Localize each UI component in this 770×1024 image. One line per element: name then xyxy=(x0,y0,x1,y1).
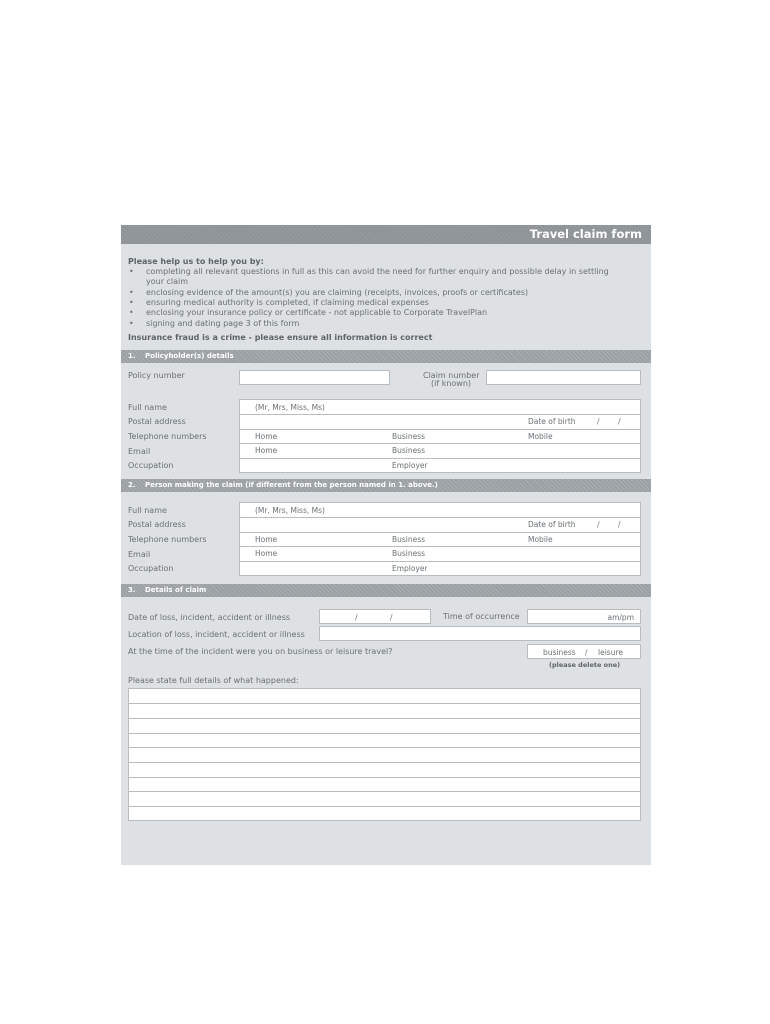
bullet-item: enclosing evidence of the amount(s) you are claiming (receipts, invoices, proofs or certificates) xyxy=(146,288,529,297)
dob-separator: / xyxy=(618,520,621,529)
policy-number-label: Policy number xyxy=(128,371,185,380)
section-number: 1. xyxy=(128,352,136,360)
business-phone-label: Business xyxy=(392,535,426,544)
delete-note: (please delete one) xyxy=(549,661,621,669)
option-separator: / xyxy=(585,648,588,657)
details-label: Please state full details of what happened: xyxy=(128,676,299,685)
home-phone-label: Home xyxy=(255,432,278,441)
postal-address-label: Postal address xyxy=(128,417,186,426)
form-title: Travel claim form xyxy=(529,227,642,241)
location-field[interactable] xyxy=(319,626,641,641)
home-email-label: Home xyxy=(255,446,278,455)
title-bar xyxy=(121,225,651,244)
claim-number-label: Claim number xyxy=(423,371,480,380)
time-of-occurrence-field[interactable] xyxy=(527,609,641,624)
date-of-loss-field[interactable] xyxy=(319,609,431,624)
claim-number-note: (if known) xyxy=(431,379,472,388)
bullet-item: completing all relevant questions in full as this can avoid the need for further enquiry and possible delay in settling xyxy=(146,267,609,276)
date-of-loss-label: Date of loss, incident, accident or illness xyxy=(128,613,291,622)
business-email-label: Business xyxy=(392,549,426,558)
full-name-label: Full name xyxy=(128,506,167,515)
employer-label: Employer xyxy=(392,564,428,573)
time-of-occurrence-label: Time of occurrence xyxy=(443,612,520,621)
section-2-header xyxy=(121,479,651,492)
full-name-hint: (Mr, Mrs, Miss, Ms) xyxy=(255,403,325,412)
full-name-hint: (Mr, Mrs, Miss, Ms) xyxy=(255,506,325,515)
policy-number-field[interactable] xyxy=(239,370,390,385)
section-1-header xyxy=(121,350,651,363)
date-separator: / xyxy=(390,613,393,622)
dob-separator: / xyxy=(618,417,621,426)
ampm-label: am/pm xyxy=(607,613,634,622)
business-phone-label: Business xyxy=(392,432,426,441)
section-number: 3. xyxy=(128,586,136,594)
dob-separator: / xyxy=(597,417,600,426)
email-label: Email xyxy=(128,550,151,559)
dob-separator: / xyxy=(597,520,600,529)
travel-type-question: At the time of the incident were you on business or leisure travel? xyxy=(128,647,393,656)
bullet-item-continued: your claim xyxy=(146,277,189,286)
policyholder-fields[interactable] xyxy=(239,399,641,473)
occupation-label: Occupation xyxy=(128,461,174,470)
bullet-item: signing and dating page 3 of this form xyxy=(146,319,300,328)
bullet-glyph: • xyxy=(129,288,134,297)
home-phone-label: Home xyxy=(255,535,278,544)
section-3-header xyxy=(121,584,651,597)
home-email-label: Home xyxy=(255,549,278,558)
telephone-label: Telephone numbers xyxy=(128,432,207,441)
claim-number-field[interactable] xyxy=(486,370,641,385)
bullet-item: ensuring medical authority is completed, if claiming medical expenses xyxy=(146,298,429,307)
date-separator: / xyxy=(355,613,358,622)
email-label: Email xyxy=(128,447,151,456)
bullet-glyph: • xyxy=(129,308,134,317)
section-title: Policyholder(s) details xyxy=(145,352,234,360)
bullet-glyph: • xyxy=(129,267,134,276)
dob-label: Date of birth xyxy=(528,520,576,529)
full-name-label: Full name xyxy=(128,403,167,412)
business-email-label: Business xyxy=(392,446,426,455)
fraud-warning: Insurance fraud is a crime - please ensure all information is correct xyxy=(128,333,433,342)
dob-label: Date of birth xyxy=(528,417,576,426)
bullet-item: enclosing your insurance policy or certificate - not applicable to Corporate TravelPlan xyxy=(146,308,488,317)
telephone-label: Telephone numbers xyxy=(128,535,207,544)
travel-type-field[interactable] xyxy=(527,644,641,659)
section-number: 2. xyxy=(128,481,136,489)
bullet-glyph: • xyxy=(129,319,134,328)
claimant-fields[interactable] xyxy=(239,502,641,576)
business-option[interactable]: business xyxy=(543,648,576,657)
postal-address-label: Postal address xyxy=(128,520,186,529)
section-title: Person making the claim (if different from the person named in 1. above.) xyxy=(145,481,438,489)
mobile-phone-label: Mobile xyxy=(528,432,553,441)
employer-label: Employer xyxy=(392,461,428,470)
mobile-phone-label: Mobile xyxy=(528,535,553,544)
location-label: Location of loss, incident, accident or illness xyxy=(128,630,305,639)
bullet-glyph: • xyxy=(129,298,134,307)
intro-heading: Please help us to help you by: xyxy=(128,257,264,266)
occupation-label: Occupation xyxy=(128,564,174,573)
leisure-option[interactable]: leisure xyxy=(598,648,623,657)
details-textarea[interactable] xyxy=(128,688,641,821)
section-title: Details of claim xyxy=(145,586,207,594)
travel-claim-form xyxy=(121,225,651,865)
